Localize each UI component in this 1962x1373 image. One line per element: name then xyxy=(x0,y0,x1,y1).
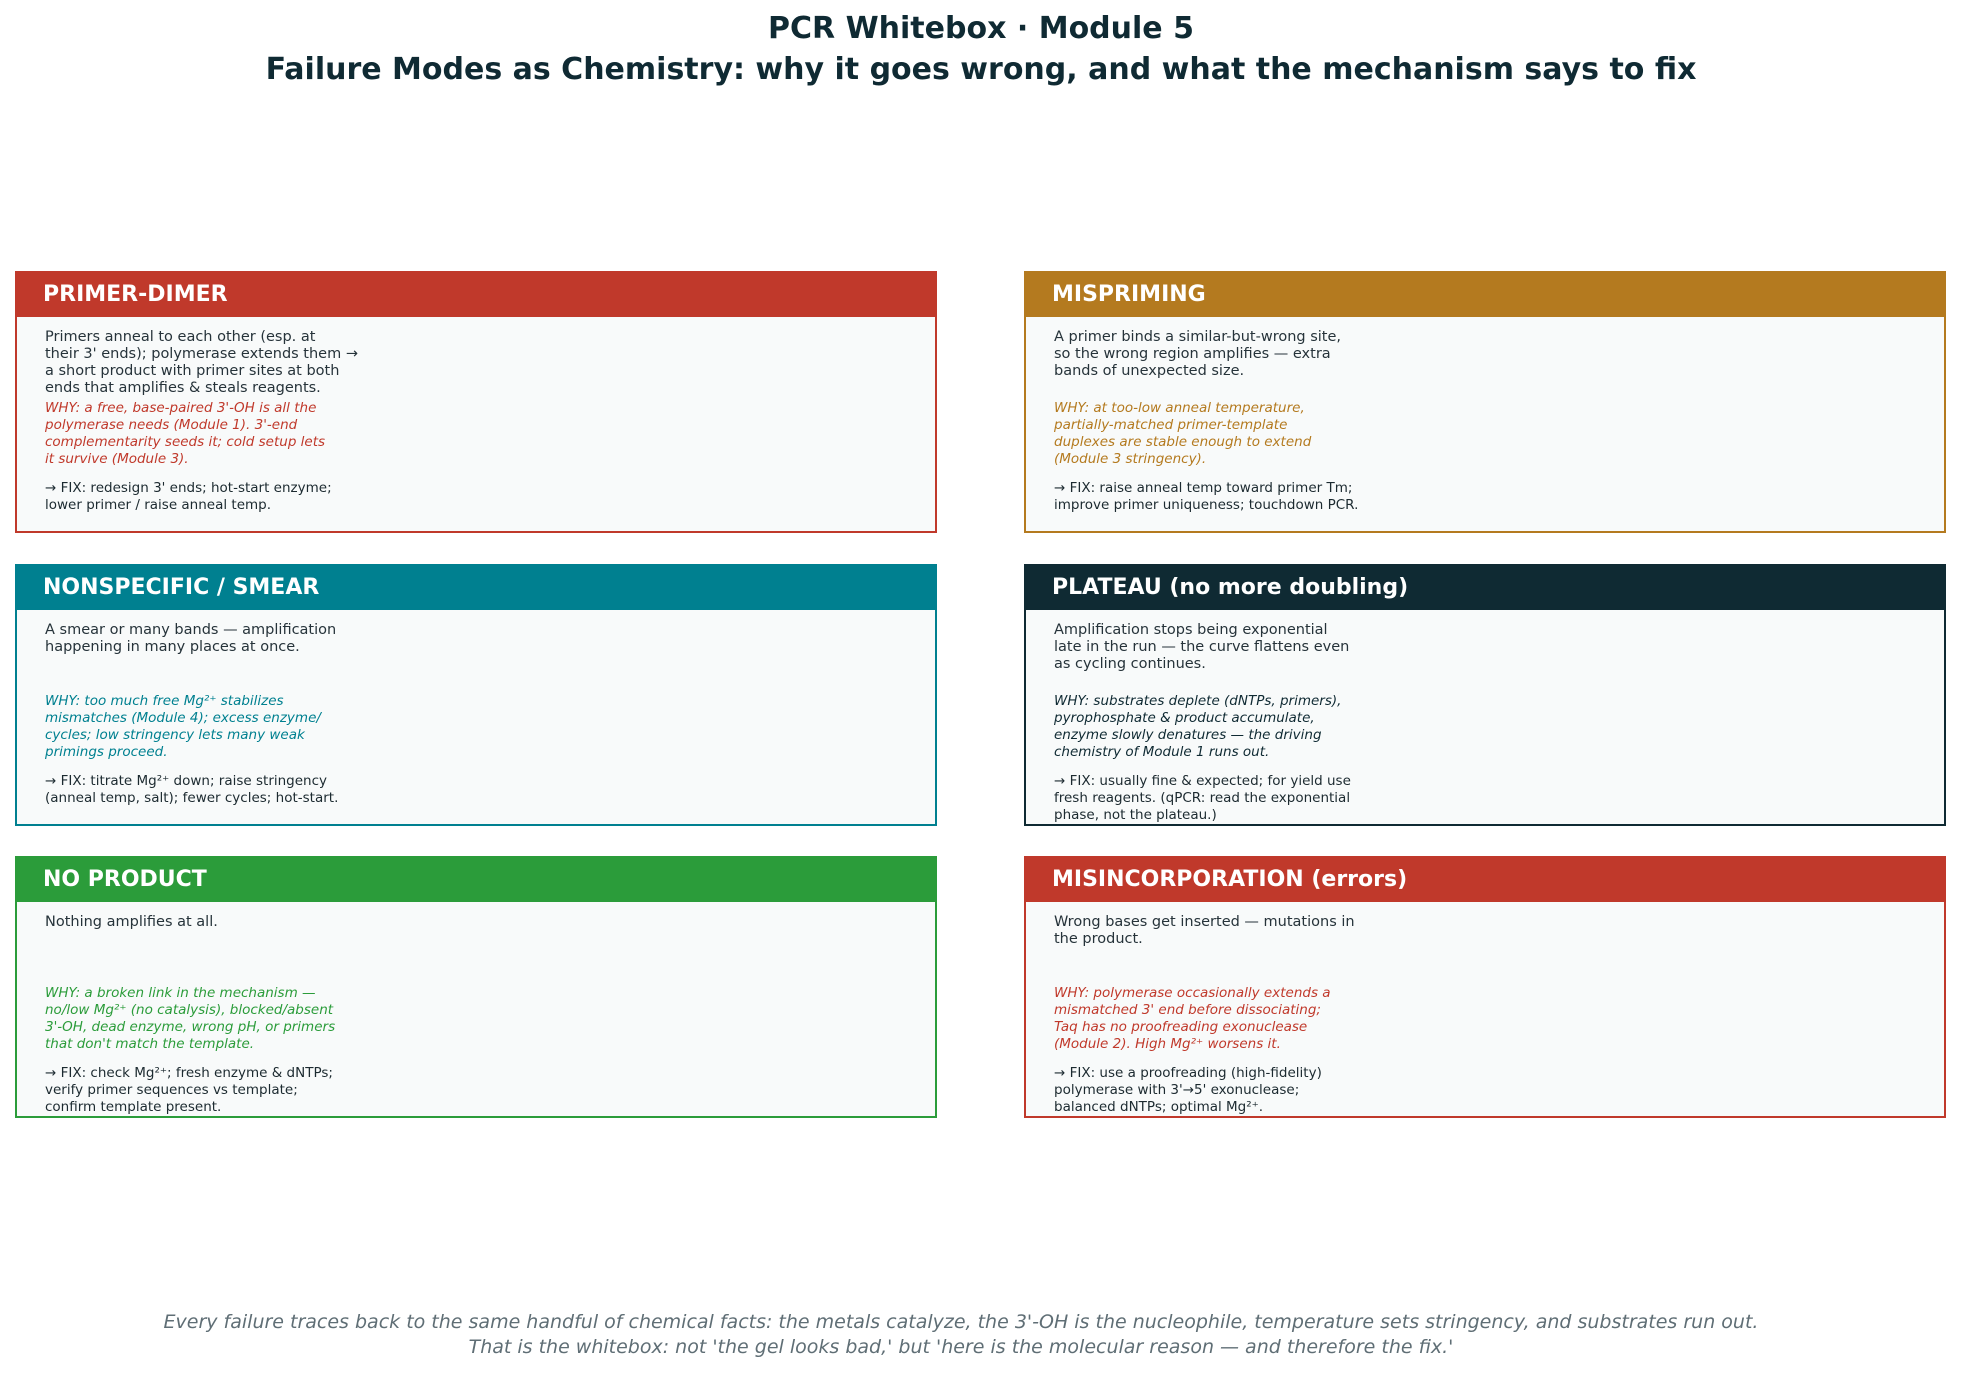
card-why: WHY: at too-low anneal temperature, partially-matched primer-template duplexes are stable enough to extend (Module 3 stringency). xyxy=(1054,400,1312,467)
card-why: WHY: a broken link in the mechanism — no/low Mg²⁺ (no catalysis), blocked/absent 3'-OH, dead enzyme, wrong pH, or primers that don't match the template. xyxy=(45,985,336,1052)
card-title: MISINCORPORATION (errors) xyxy=(1052,867,1408,892)
card-header xyxy=(1026,566,1944,610)
card-fix: → FIX: use a proofreading (high-fidelity) polymerase with 3'→5' exonuclease; balanced dNTPs; optimal Mg²⁺. xyxy=(1054,1065,1322,1115)
card-title: PLATEAU (no more doubling) xyxy=(1052,575,1409,600)
card-fix: → FIX: check Mg²⁺; fresh enzyme & dNTPs; verify primer sequences vs template; confirm template present. xyxy=(45,1065,333,1115)
card-header xyxy=(1026,273,1944,317)
card-title: NONSPECIFIC / SMEAR xyxy=(43,575,320,600)
card-why: WHY: polymerase occasionally extends a mismatched 3' end before dissociating; Taq has no proofreading exonuclease (Module 2). High Mg²⁺ worsens it. xyxy=(1054,985,1331,1052)
card-why: WHY: substrates deplete (dNTPs, primers), pyrophosphate & product accumulate, enzyme slowly denatures — the driving chemistry of Module 1 runs out. xyxy=(1054,693,1342,760)
card-primer-dimer xyxy=(15,271,937,533)
card-header xyxy=(1026,858,1944,902)
card-nonspecific-smear xyxy=(15,564,937,826)
card-plateau xyxy=(1024,564,1946,826)
card-description: Amplification stops being exponential late in the run — the curve flattens even as cycling continues. xyxy=(1054,622,1350,672)
footer-line-1: Every failure traces back to the same handful of chemical facts: the metals catalyze, the 3'-OH is the nucleophile, temperature sets stringency, and substrates run out. xyxy=(163,1311,1759,1333)
card-description: A primer binds a similar-but-wrong site, so the wrong region amplifies — extra bands of unexpected size. xyxy=(1054,329,1342,379)
card-fix: → FIX: redesign 3' ends; hot-start enzyme; lower primer / raise anneal temp. xyxy=(45,480,332,513)
card-header xyxy=(17,858,935,902)
card-description: Nothing amplifies at all. xyxy=(45,914,218,930)
card-description: Wrong bases get inserted — mutations in the product. xyxy=(1054,914,1355,947)
card-title: MISPRIMING xyxy=(1052,282,1206,307)
page-title: PCR Whitebox · Module 5 xyxy=(768,11,1194,46)
card-header xyxy=(17,566,935,610)
card-fix: → FIX: titrate Mg²⁺ down; raise stringency (anneal temp, salt); fewer cycles; hot-start. xyxy=(45,773,339,806)
card-no-product xyxy=(15,856,937,1118)
card-misincorporation xyxy=(1024,856,1946,1118)
footer-line-2: That is the whitebox: not 'the gel looks bad,' but 'here is the molecular reason — and therefore the fix.' xyxy=(468,1336,1454,1358)
card-header xyxy=(17,273,935,317)
card-why: WHY: too much free Mg²⁺ stabilizes mismatches (Module 4); excess enzyme/ cycles; low stringency lets many weak primings proceed. xyxy=(45,693,321,760)
card-description: A smear or many bands — amplification happening in many places at once. xyxy=(45,622,337,655)
card-title: PRIMER-DIMER xyxy=(43,282,228,307)
page-subtitle: Failure Modes as Chemistry: why it goes wrong, and what the mechanism says to fix xyxy=(265,52,1697,87)
card-title: NO PRODUCT xyxy=(43,867,207,892)
card-description: Primers anneal to each other (esp. at their 3' ends); polymerase extends them → a short product with primer sites at both ends that amplifies & steals reagents. xyxy=(45,329,358,396)
card-fix: → FIX: usually fine & expected; for yield use fresh reagents. (qPCR: read the exponential phase, not the plateau.) xyxy=(1054,773,1351,823)
card-fix: → FIX: raise anneal temp toward primer Tm; improve primer uniqueness; touchdown PCR. xyxy=(1054,480,1359,513)
card-mispriming xyxy=(1024,271,1946,533)
card-why: WHY: a free, base-paired 3'-OH is all the polymerase needs (Module 1). 3'-end complementarity seeds it; cold setup lets it survive (Module 3). xyxy=(45,400,326,467)
